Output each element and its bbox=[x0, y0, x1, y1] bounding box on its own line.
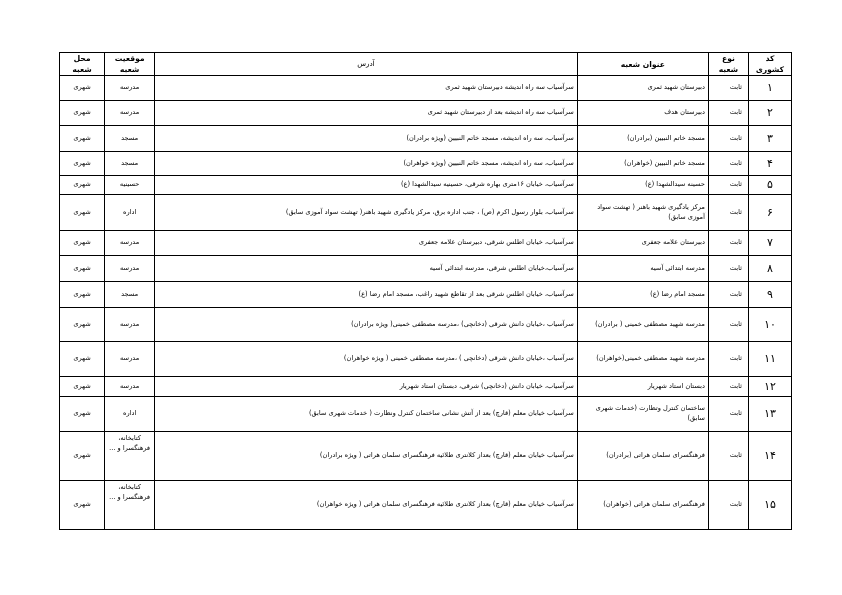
branches-table bbox=[59, 52, 792, 530]
cell-address: سرآسیاب سه راه اندیشه دبیرستان شهید ثمری bbox=[155, 76, 578, 101]
header-position: موقعیت شعبه bbox=[105, 53, 155, 76]
table-row bbox=[60, 231, 792, 256]
cell-address: سرآسیاب، خیابان دانش (دخانچی) شرقی، دبستان استاد شهریار bbox=[155, 377, 578, 397]
header-address: آدرس bbox=[155, 53, 578, 76]
cell-name: دبیرستان علامه جعفری bbox=[577, 231, 708, 256]
cell-position: مدرسه bbox=[105, 76, 155, 101]
table-header-row bbox=[60, 53, 792, 76]
cell-name: دبستان استاد شهریار bbox=[577, 377, 708, 397]
cell-code: ۱۴ bbox=[748, 432, 791, 481]
cell-position: اداره bbox=[105, 397, 155, 432]
table-row bbox=[60, 282, 792, 308]
cell-location: شهری bbox=[60, 101, 105, 126]
table-row bbox=[60, 481, 792, 530]
cell-location: شهری bbox=[60, 481, 105, 530]
cell-name: مسجد خاتم النبیین (خواهران) bbox=[577, 152, 708, 176]
cell-code: ۸ bbox=[748, 256, 791, 282]
cell-code: ۲ bbox=[748, 101, 791, 126]
table-row bbox=[60, 101, 792, 126]
cell-code: ۱ bbox=[748, 76, 791, 101]
cell-type: ثابت bbox=[708, 342, 748, 377]
cell-position: مدرسه bbox=[105, 231, 155, 256]
cell-address: سرآسیاب، خیابان اطلس شرقی، دبیرستان علامه جعفری bbox=[155, 231, 578, 256]
cell-address: سرآسیاب ،خیابان دانش شرقی (دخانچی ) ،مدرسه مصطفی خمینی ( ویژه خواهران) bbox=[155, 342, 578, 377]
cell-position: مدرسه bbox=[105, 256, 155, 282]
cell-position: مدرسه bbox=[105, 342, 155, 377]
table-body bbox=[60, 76, 792, 530]
table-row bbox=[60, 342, 792, 377]
cell-type: ثابت bbox=[708, 195, 748, 231]
cell-name: مدرسه شهید مصطفی خمینی ( برادران) bbox=[577, 308, 708, 342]
cell-location: شهری bbox=[60, 176, 105, 195]
cell-address: سرآسیاب، خیابان ۱۶متری بهاره شرقی، حسینیه سیدالشهدا (ع) bbox=[155, 176, 578, 195]
cell-position: اداره bbox=[105, 195, 155, 231]
cell-name: فرهنگسرای سلمان هراتی (برادران) bbox=[577, 432, 708, 481]
cell-location: شهری bbox=[60, 195, 105, 231]
cell-name: دبیرستان شهید ثمری bbox=[577, 76, 708, 101]
cell-type: ثابت bbox=[708, 152, 748, 176]
cell-name: فرهنگسرای سلمان هراتی (خواهران) bbox=[577, 481, 708, 530]
cell-code: ۶ bbox=[748, 195, 791, 231]
cell-code: ۱۵ bbox=[748, 481, 791, 530]
cell-address: سرآسیاب خیابان معلم (قارچ) بعد از آتش نشانی ساختمان کنترل ونظارت ( خدمات شهری سابق) bbox=[155, 397, 578, 432]
cell-location: شهری bbox=[60, 397, 105, 432]
cell-address: سرآسیاب خیابان معلم (قارچ) بعداز کلانتری طلائیه فرهنگسرای سلمان هراتی ( ویژه برادران) bbox=[155, 432, 578, 481]
cell-location: شهری bbox=[60, 126, 105, 152]
cell-position: مسجد bbox=[105, 152, 155, 176]
cell-code: ۳ bbox=[748, 126, 791, 152]
cell-location: شهری bbox=[60, 432, 105, 481]
cell-code: ۱۳ bbox=[748, 397, 791, 432]
cell-position: مدرسه bbox=[105, 308, 155, 342]
cell-name: مدرسه شهید مصطفی خمینی(خواهران) bbox=[577, 342, 708, 377]
table-row bbox=[60, 432, 792, 481]
cell-type: ثابت bbox=[708, 126, 748, 152]
cell-code: ۵ bbox=[748, 176, 791, 195]
cell-type: ثابت bbox=[708, 377, 748, 397]
table-row bbox=[60, 176, 792, 195]
cell-address: سرآسیاب سه راه اندیشه بعد از دبیرستان شهید ثمری bbox=[155, 101, 578, 126]
cell-address: سرآسیاب، بلوار رسول اکرم (ص) ، جنب اداره برق، مرکز یادگیری شهید باهنر( تهشت سواد آموزی سابق) bbox=[155, 195, 578, 231]
cell-address: سرآسیاب ،خیابان دانش شرقی (دخانچی) ،مدرسه مصطفی خمینی( ویژه برادران) bbox=[155, 308, 578, 342]
cell-code: ۹ bbox=[748, 282, 791, 308]
cell-address: سرآسیاب، خیابان اطلس شرقی بعد از تقاطع شهید راغب، مسجد امام رضا (ع) bbox=[155, 282, 578, 308]
cell-name: حسینه سیدالشهدا (ع) bbox=[577, 176, 708, 195]
cell-name: دبیرستان هدف bbox=[577, 101, 708, 126]
cell-position: مدرسه bbox=[105, 101, 155, 126]
cell-name: ساختمان کنترل وتظارت (خدمات شهری سابق) bbox=[577, 397, 708, 432]
cell-code: ۱۱ bbox=[748, 342, 791, 377]
header-location: محل شعبه bbox=[60, 53, 105, 76]
cell-position: مسجد bbox=[105, 126, 155, 152]
cell-name: مرکز یادگیری شهید باهنر ( تهشت سواد آموزی سابق) bbox=[577, 195, 708, 231]
cell-position: کتابخانه، فرهنگسرا و ... bbox=[105, 481, 155, 530]
header-type: نوع شعبه bbox=[708, 53, 748, 76]
cell-code: ۱۰ bbox=[748, 308, 791, 342]
cell-location: شهری bbox=[60, 342, 105, 377]
table-row bbox=[60, 76, 792, 101]
cell-name: مسجد خاتم النبیین (برادران) bbox=[577, 126, 708, 152]
cell-location: شهری bbox=[60, 152, 105, 176]
header-code: کد کشوری bbox=[748, 53, 791, 76]
cell-position: حسینیه bbox=[105, 176, 155, 195]
cell-type: ثابت bbox=[708, 176, 748, 195]
cell-name: مدرسه ابتدائی آسیه bbox=[577, 256, 708, 282]
cell-type: ثابت bbox=[708, 481, 748, 530]
cell-location: شهری bbox=[60, 377, 105, 397]
cell-address: سرآسیاب، سه راه اندیشه، مسجد خاتم النبیین (ویژه برادران) bbox=[155, 126, 578, 152]
cell-type: ثابت bbox=[708, 432, 748, 481]
cell-location: شهری bbox=[60, 256, 105, 282]
cell-type: ثابت bbox=[708, 397, 748, 432]
table-row bbox=[60, 256, 792, 282]
cell-position: کتابخانه، فرهنگسرا و ... bbox=[105, 432, 155, 481]
cell-type: ثابت bbox=[708, 282, 748, 308]
cell-type: ثابت bbox=[708, 308, 748, 342]
cell-type: ثابت bbox=[708, 76, 748, 101]
cell-address: سرآسیاب خیابان معلم (قارچ) بعداز کلانتری طلائیه فرهنگسرای سلمان هراتی ( ویژه خواهران) bbox=[155, 481, 578, 530]
cell-code: ۴ bbox=[748, 152, 791, 176]
table-row bbox=[60, 126, 792, 152]
header-name: عنوان شعبه bbox=[577, 53, 708, 76]
cell-position: مسجد bbox=[105, 282, 155, 308]
table-row bbox=[60, 195, 792, 231]
table-row bbox=[60, 308, 792, 342]
cell-position: مدرسه bbox=[105, 377, 155, 397]
cell-address: سرآسیاب،خیابان اطلس شرقی، مدرسه ابتدائی آسیه bbox=[155, 256, 578, 282]
cell-location: شهری bbox=[60, 231, 105, 256]
cell-location: شهری bbox=[60, 76, 105, 101]
cell-location: شهری bbox=[60, 282, 105, 308]
table-row bbox=[60, 377, 792, 397]
cell-type: ثابت bbox=[708, 101, 748, 126]
cell-name: مسجد امام رضا (ع) bbox=[577, 282, 708, 308]
cell-code: ۷ bbox=[748, 231, 791, 256]
table-row bbox=[60, 152, 792, 176]
cell-type: ثابت bbox=[708, 256, 748, 282]
table-row bbox=[60, 397, 792, 432]
cell-code: ۱۲ bbox=[748, 377, 791, 397]
cell-location: شهری bbox=[60, 308, 105, 342]
cell-address: سرآسیاب، سه راه اندیشه، مسجد خاتم النبیین (ویژه خواهران) bbox=[155, 152, 578, 176]
cell-type: ثابت bbox=[708, 231, 748, 256]
